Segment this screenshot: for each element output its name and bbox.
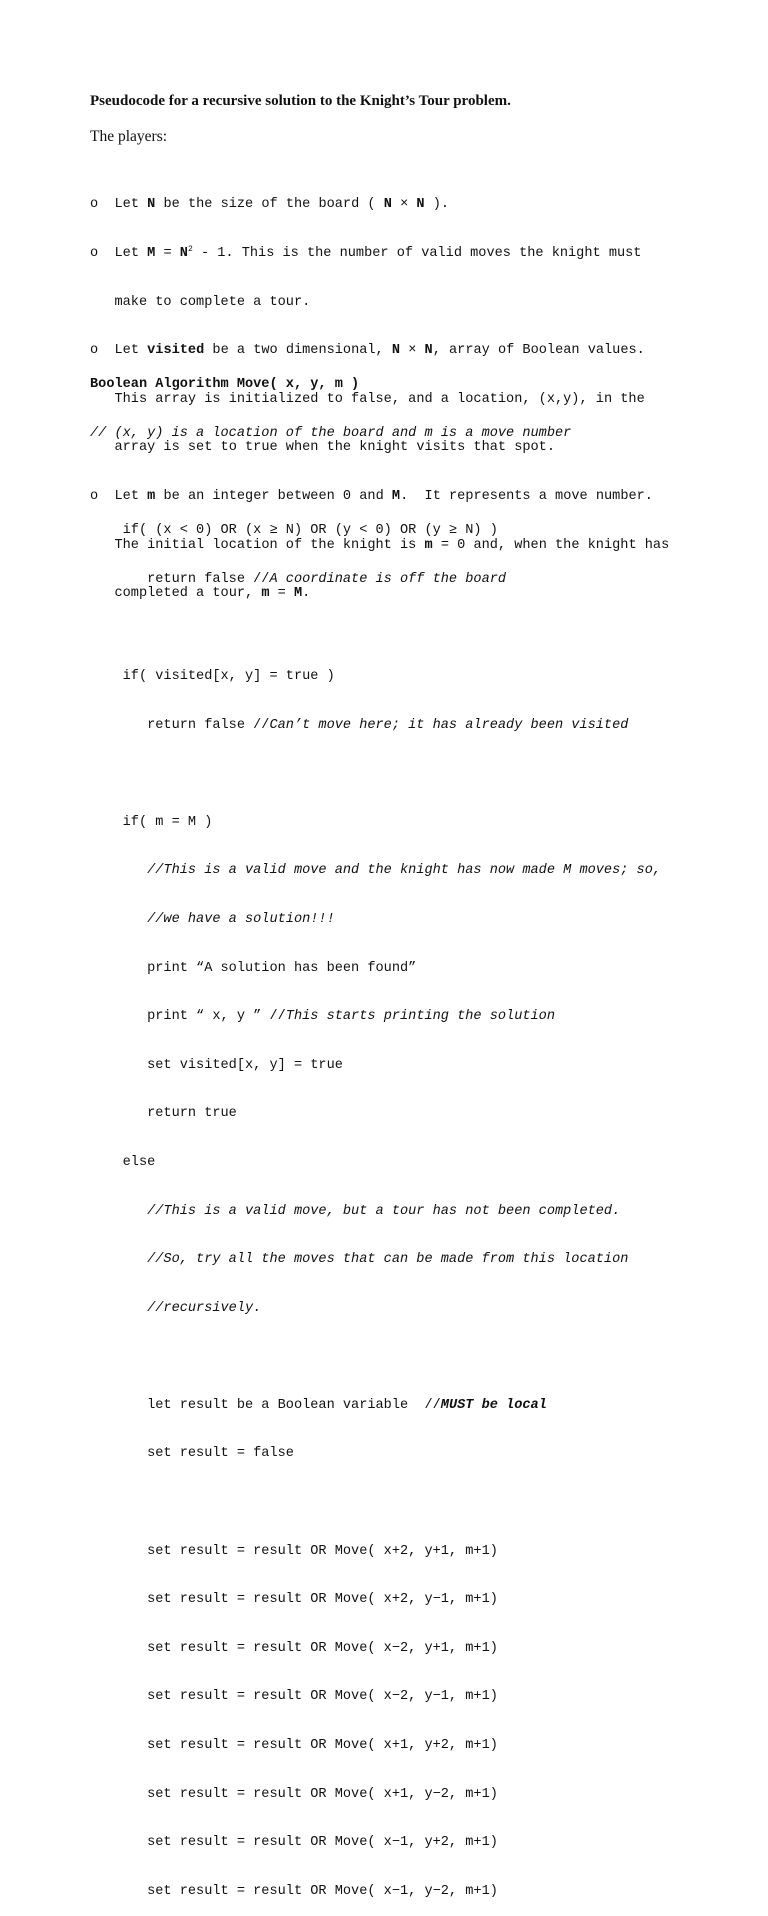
code-line: return false //Can’t move here; it has already been visited [90,717,629,733]
document-title: Pseudocode for a recursive solution to the Knight’s Tour problem. [90,93,511,109]
pseudocode-block [90,345,661,1916]
code-line: set result = result OR Move( x−1, y+2, m+1) [90,1835,498,1851]
code-line: let result be a Boolean variable //MUST be local [90,1397,547,1413]
code-line: return false //A coordinate is off the board [90,571,507,587]
code-line: print “A solution has been found” [90,960,417,976]
code-line: if( (x < 0) OR (x ≥ N) OR (y < 0) OR (y ≥ N) ) [90,523,498,539]
list-item: o Let N be the size of the board ( N × N ). [90,197,450,213]
code-line: set result = result OR Move( x+1, y+2, m+1) [90,1738,498,1754]
players-list: o Let N be the size of the board ( N × N ). o Let $M = N^2 - 1$. This is the number of valid moves the knight must make to complete a tour. o Let visited be a two dimensional, N × N, array of Boolean values. This array is initialized to false, and a location, (x,y), in the array is set to true when the knight visits that spot. o Let m be an integer between 0 and M. It represents a move number. The initial location of the knight is m = 0 and, when the knight has completed a tour, m = M. [90,197,670,602]
players-heading: The players: [90,128,168,145]
code-line: if( visited[x, y] = true ) [90,668,335,684]
code-line: set result = result OR Move( x−2, y−1, m+1) [90,1689,498,1705]
code-comment: // (x, y) is a location of the board and m is a move number [90,426,572,441]
code-comment: //we have a solution!!! [90,911,335,927]
code-line: if( m = M ) [90,814,213,830]
code-line: set result = result OR Move( x+2, y−1, m+1) [90,1592,498,1608]
code-line: set visited[x, y] = true [90,1057,343,1073]
code-line: set result = result OR Move( x−2, y+1, m+1) [90,1640,498,1656]
list-item: o Let $M = N^2 - 1$. This is the number of valid moves the knight must [90,245,642,261]
code-line: return true [90,1106,237,1122]
code-comment: //This is a valid move and the knight has now made M moves; so, [90,863,662,879]
code-line: set result = result OR Move( x−1, y−2, m+1) [90,1883,498,1899]
code-comment: //So, try all the moves that can be made from this location [90,1252,629,1268]
code-line: set result = result OR Move( x+1, y−2, m+1) [90,1786,498,1802]
code-line: print “ x, y ” //This starts printing the solution [90,1009,555,1025]
code-comment: //This is a valid move, but a tour has not been completed. [90,1203,621,1219]
algorithm-header: Boolean Algorithm Move( x, y, m ) [90,377,360,393]
list-item: o Let m be an integer between 0 and M. It represents a move number. [90,488,653,504]
code-line: set result = result OR Move( x+2, y+1, m+1) [90,1543,498,1559]
list-item: o Let visited be a two dimensional, N × N, array of Boolean values. [90,343,645,359]
code-line: else [90,1154,156,1170]
code-comment: //recursively. [90,1300,262,1316]
code-line: set result = false [90,1446,294,1462]
